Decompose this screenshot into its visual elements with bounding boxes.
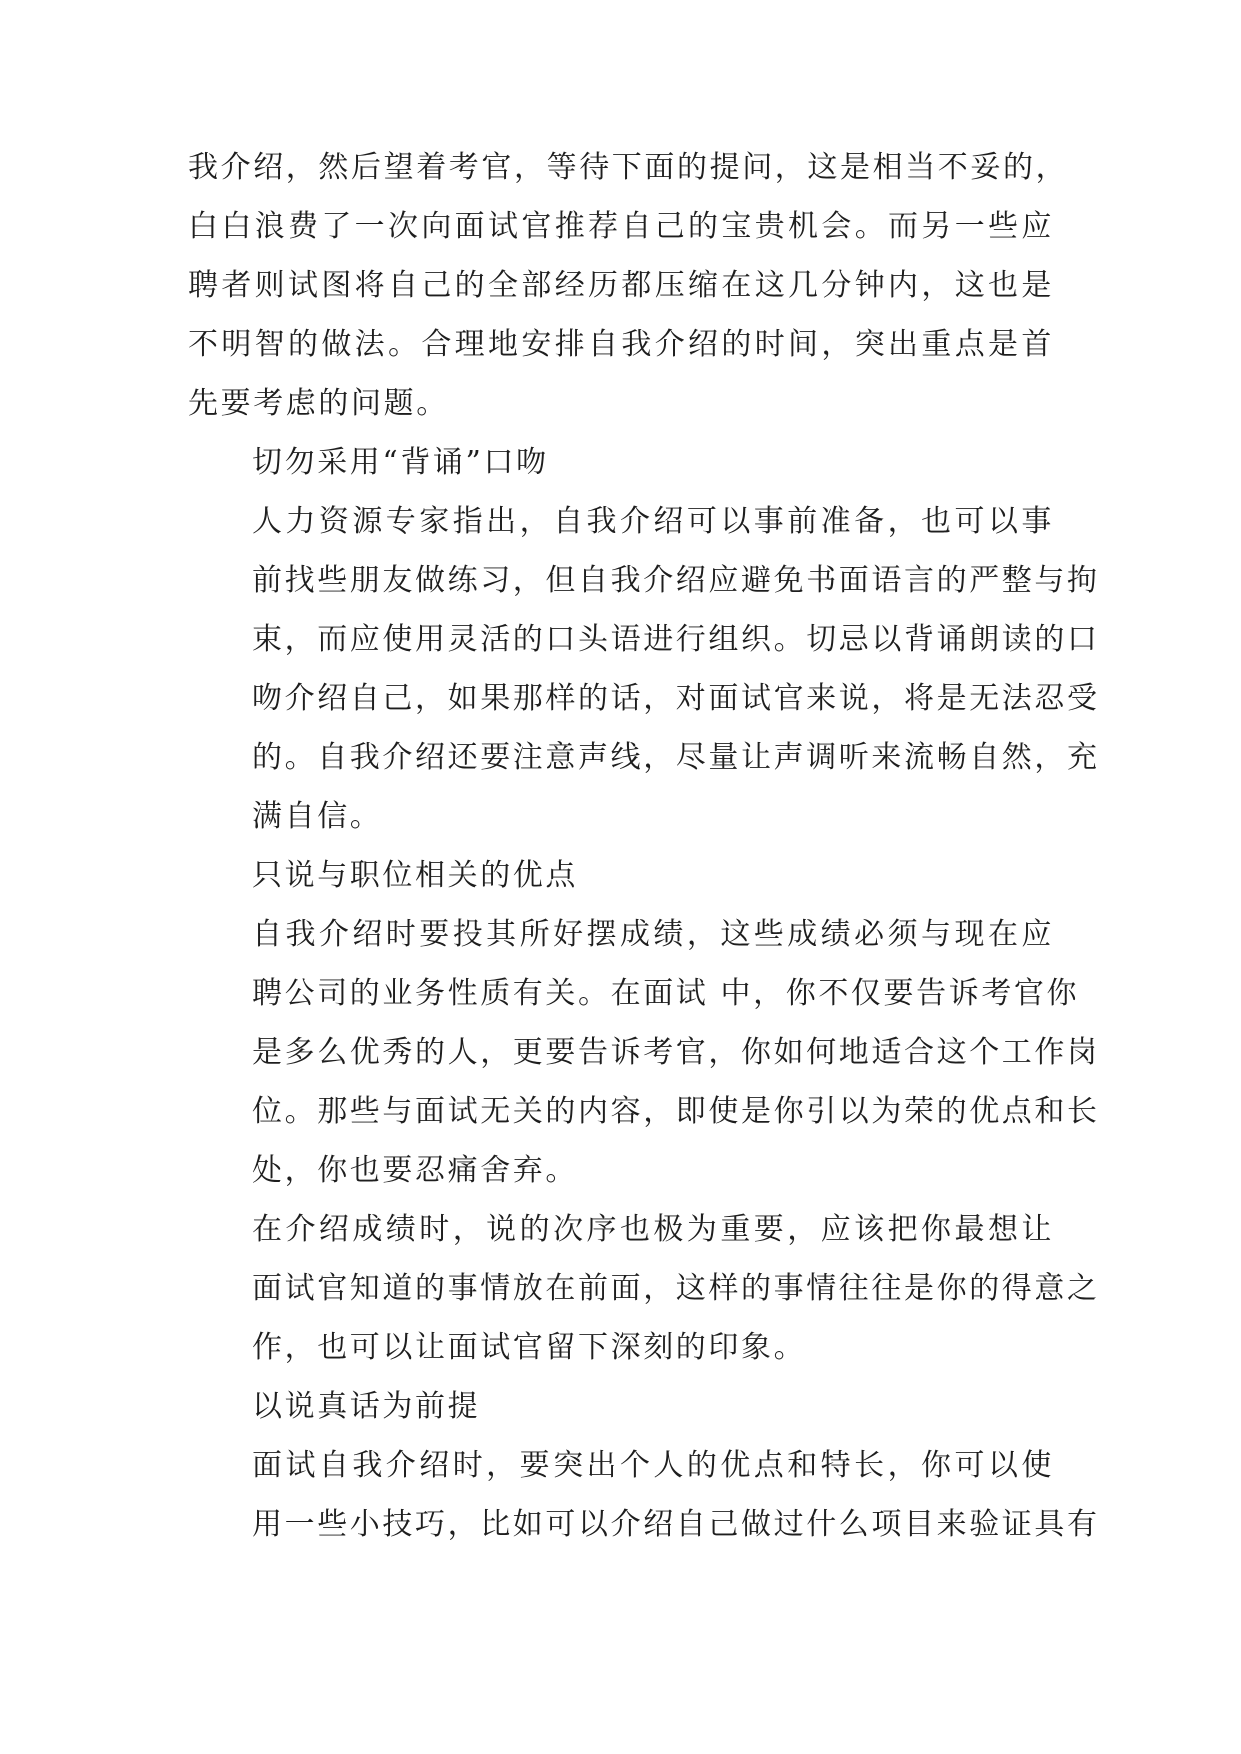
- text-line: 满自信。: [252, 799, 383, 834]
- text-line: 前找些朋友做练习，但自我介绍应避免书面语言的严整与拘: [252, 563, 1100, 598]
- text-line: 面试自我介绍时，要突出个人的优点和特长，你可以使: [252, 1448, 1054, 1483]
- paragraph-order-of-achievements: [188, 1200, 1100, 1377]
- text-line: 人力资源专家指出，自我介绍可以事前准备，也可以事: [252, 504, 1054, 539]
- text-line: 自我介绍时要投其所好摆成绩，这些成绩必须与现在应: [252, 917, 1054, 952]
- text-line: 束，而应使用灵活的口头语进行组织。切忌以背诵朗读的口: [252, 622, 1100, 657]
- text-line: 处，你也要忍痛舍弃。: [252, 1153, 578, 1188]
- text-line: 是多么优秀的人，更要告诉考官，你如何地适合这个工作岗: [252, 1035, 1100, 1070]
- heading-text: 切勿采用“背诵”口吻: [252, 445, 549, 480]
- text-line: 聘公司的业务性质有关。在面试 中，你不仅要告诉考官你: [252, 976, 1080, 1011]
- section-heading-avoid-recitation: [188, 433, 1054, 492]
- text-line: 位。那些与面试无关的内容，即使是你引以为荣的优点和长: [252, 1094, 1100, 1129]
- text-line: 作，也可以让面试官留下深刻的印象。: [252, 1330, 807, 1365]
- paragraph-avoid-recitation: [188, 492, 1100, 846]
- text-line: 吻介绍自己，如果那样的话，对面试官来说，将是无法忍受: [252, 681, 1100, 716]
- section-heading-tell-truth: [188, 1377, 1054, 1436]
- text-line: 聘者则试图将自己的全部经历都压缩在这几分钟内，这也是: [188, 268, 1054, 303]
- section-heading-relevant-strengths: [188, 846, 1054, 905]
- document-body: [188, 138, 1100, 1554]
- heading-text: 只说与职位相关的优点: [252, 858, 578, 893]
- paragraph-tell-truth: [188, 1436, 1100, 1554]
- text-line: 的。自我介绍还要注意声线，尽量让声调听来流畅自然，充: [252, 740, 1100, 775]
- text-line: 白白浪费了一次向面试官推荐自己的宝贵机会。而另一些应: [188, 209, 1054, 244]
- paragraph-relevant-strengths: [188, 905, 1100, 1200]
- text-line: 我介绍，然后望着考官，等待下面的提问，这是相当不妥的，: [188, 150, 1069, 185]
- heading-text: 以说真话为前提: [252, 1389, 481, 1424]
- text-line: 面试官知道的事情放在前面，这样的事情往往是你的得意之: [252, 1271, 1100, 1306]
- text-line: 在介绍成绩时，说的次序也极为重要，应该把你最想让: [252, 1212, 1054, 1247]
- text-line: 先要考虑的问题。: [188, 386, 449, 421]
- text-line: 不明智的做法。合理地安排自我介绍的时间，突出重点是首: [188, 327, 1054, 362]
- text-line: 用一些小技巧，比如可以介绍自己做过什么项目来验证具有: [252, 1507, 1100, 1542]
- paragraph-intro-continuation: [188, 138, 1069, 433]
